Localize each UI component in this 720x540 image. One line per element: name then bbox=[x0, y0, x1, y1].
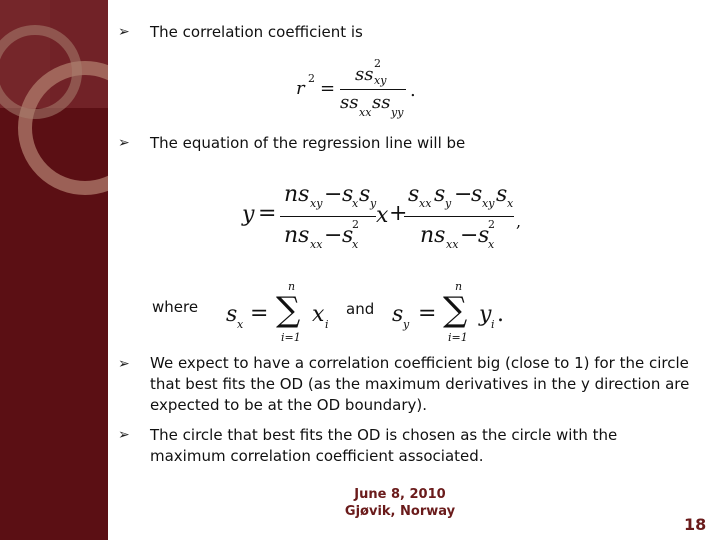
slide-footer bbox=[320, 486, 480, 520]
fraction-bar bbox=[280, 216, 376, 217]
bullet-arrow-icon: ➢ bbox=[118, 427, 130, 443]
fraction-bar bbox=[404, 216, 514, 217]
footer-location: Gjøvik, Norway bbox=[344, 504, 456, 519]
bullet-arrow-icon: ➢ bbox=[118, 356, 130, 372]
where-label: where bbox=[152, 298, 199, 316]
decorative-sidebar bbox=[0, 0, 108, 540]
bullet-text: The correlation coefficient is bbox=[150, 23, 363, 41]
bullet-arrow-icon: ➢ bbox=[118, 24, 130, 40]
footer-date: June 8, 2010 bbox=[354, 487, 446, 502]
bullet-text: The circle that best fits the OD is chosen as the circle with the maximum correlation coefficient associated. bbox=[150, 426, 618, 465]
bullet-text: We expect to have a correlation coefficient big (close to 1) for the circle that best fits the OD (as the maximum derivatives in the y direction are expected to be at the OD boundary). bbox=[150, 354, 690, 414]
page-number: 18 bbox=[684, 515, 707, 534]
bullet-arrow-icon: ➢ bbox=[118, 135, 130, 151]
bullet-text: The equation of the regression line will be bbox=[150, 134, 466, 152]
sidebar-ornament bbox=[0, 0, 108, 540]
and-label: and bbox=[346, 300, 375, 318]
fraction-bar bbox=[340, 89, 406, 90]
